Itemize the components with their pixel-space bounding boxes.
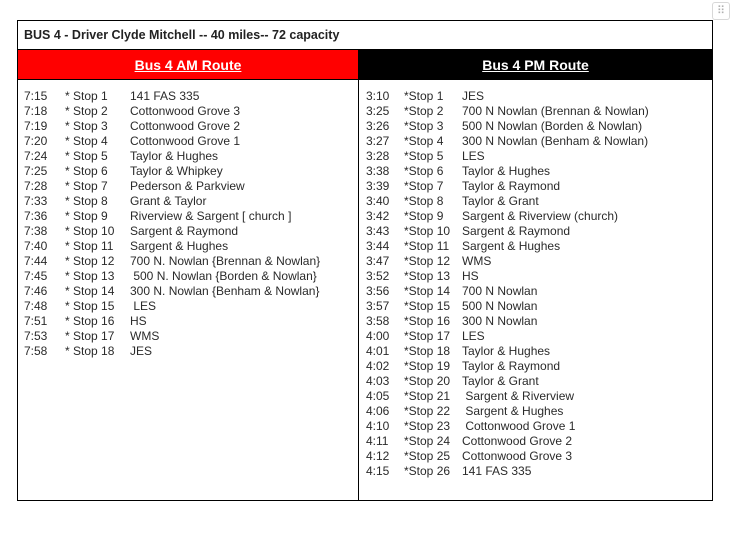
pm-stop-row <box>366 254 712 269</box>
stop-number: *Stop 17 <box>404 329 451 343</box>
stop-location: Sargent & Riverview (church) <box>462 209 619 223</box>
stop-number: *Stop 8 <box>404 194 444 208</box>
stop-location: JES <box>130 344 153 358</box>
stop-location: HS <box>462 269 479 283</box>
stop-time: 4:03 <box>366 374 390 388</box>
stop-time: 7:18 <box>24 104 48 118</box>
am-stop-row <box>24 209 358 224</box>
am-stop-row <box>24 194 358 209</box>
stop-location: Pederson & Parkview <box>130 179 245 193</box>
am-stop-row <box>24 314 358 329</box>
stop-number: *Stop 11 <box>404 239 450 253</box>
stop-number: * Stop 14 <box>65 284 115 298</box>
stop-location: Grant & Taylor <box>130 194 207 208</box>
am-stop-row <box>24 224 358 239</box>
stop-time: 7:45 <box>24 269 48 283</box>
route-header-row <box>18 50 712 80</box>
pm-stop-row <box>366 314 712 329</box>
stop-number: *Stop 12 <box>404 254 451 268</box>
stop-number: *Stop 24 <box>404 434 451 448</box>
stop-time: 7:51 <box>24 314 48 328</box>
pm-route-list <box>359 80 712 500</box>
stop-time: 7:20 <box>24 134 48 148</box>
stop-number: * Stop 11 <box>65 239 114 253</box>
stop-time: 7:48 <box>24 299 48 313</box>
pm-stop-row <box>366 344 712 359</box>
stop-number: * Stop 10 <box>65 224 115 238</box>
am-stop-row <box>24 164 358 179</box>
am-route-heading: Bus 4 AM Route <box>18 50 359 79</box>
stop-location: Taylor & Whipkey <box>130 164 223 178</box>
bus-route-table <box>17 20 713 501</box>
stop-location: Cottonwood Grove 1 <box>462 419 576 433</box>
stop-number: * Stop 15 <box>65 299 115 313</box>
am-stop-row <box>24 329 358 344</box>
stop-time: 3:57 <box>366 299 390 313</box>
stop-number: * Stop 6 <box>65 164 108 178</box>
stop-number: *Stop 25 <box>404 449 451 463</box>
pm-stop-row <box>366 149 712 164</box>
stop-number: *Stop 5 <box>404 149 444 163</box>
stop-location: WMS <box>130 329 160 343</box>
stop-number: *Stop 19 <box>404 359 451 373</box>
stop-number: * Stop 16 <box>65 314 115 328</box>
stop-location: Taylor & Raymond <box>462 179 561 193</box>
pm-stop-row <box>366 404 712 419</box>
stop-location: JES <box>462 89 485 103</box>
stop-location: 500 N. Nowlan {Borden & Nowlan} <box>130 269 317 283</box>
am-stop-row <box>24 104 358 119</box>
pm-stop-row <box>366 359 712 374</box>
stop-location: 500 N Nowlan <box>462 299 538 313</box>
stop-time: 7:28 <box>24 179 48 193</box>
stop-time: 3:44 <box>366 239 390 253</box>
stop-number: *Stop 9 <box>404 209 444 223</box>
stop-location: 300 N Nowlan (Benham & Nowlan) <box>462 134 649 148</box>
pm-stop-row <box>366 419 712 434</box>
stop-time: 7:36 <box>24 209 48 223</box>
stop-number: *Stop 20 <box>404 374 451 388</box>
stop-time: 7:33 <box>24 194 48 208</box>
am-stop-row <box>24 344 358 359</box>
stop-time: 3:40 <box>366 194 390 208</box>
stop-time: 3:26 <box>366 119 390 133</box>
stop-number: *Stop 7 <box>404 179 444 193</box>
stop-location: Taylor & Hughes <box>130 149 219 163</box>
stop-time: 7:58 <box>24 344 48 358</box>
pm-stop-row <box>366 179 712 194</box>
pm-stop-row <box>366 209 712 224</box>
am-stop-row <box>24 134 358 149</box>
pm-stop-row <box>366 374 712 389</box>
stop-number: *Stop 3 <box>404 119 444 133</box>
stop-time: 4:05 <box>366 389 390 403</box>
stop-location: 300 N. Nowlan {Benham & Nowlan} <box>130 284 320 298</box>
stop-location: LES <box>130 299 157 313</box>
stop-time: 7:40 <box>24 239 48 253</box>
pm-route-heading: Bus 4 PM Route <box>359 50 712 79</box>
stop-number: *Stop 6 <box>404 164 444 178</box>
stop-time: 4:00 <box>366 329 390 343</box>
stop-number: *Stop 13 <box>404 269 451 283</box>
pm-stop-row <box>366 299 712 314</box>
stop-number: * Stop 7 <box>65 179 108 193</box>
stop-location: 700 N Nowlan <box>462 284 538 298</box>
am-stop-row <box>24 254 358 269</box>
stop-number: * Stop 8 <box>65 194 108 208</box>
stop-number: * Stop 12 <box>65 254 115 268</box>
stop-location: HS <box>130 314 147 328</box>
drag-handle-icon[interactable]: ⠿ <box>712 2 730 20</box>
stop-location: WMS <box>462 254 492 268</box>
stop-location: 500 N Nowlan (Borden & Nowlan) <box>462 119 643 133</box>
stop-number: * Stop 9 <box>65 209 108 223</box>
stop-time: 4:10 <box>366 419 390 433</box>
stop-time: 7:53 <box>24 329 48 343</box>
stop-time: 3:56 <box>366 284 390 298</box>
pm-stop-row <box>366 449 712 464</box>
stop-location: LES <box>462 149 485 163</box>
stop-number: * Stop 4 <box>65 134 108 148</box>
stop-number: *Stop 26 <box>404 464 451 478</box>
pm-stop-row <box>366 164 712 179</box>
stop-location: 700 N. Nowlan {Brennan & Nowlan} <box>130 254 321 268</box>
stop-time: 3:10 <box>366 89 390 103</box>
pm-stop-row <box>366 464 712 479</box>
stop-number: *Stop 4 <box>404 134 444 148</box>
stop-number: *Stop 18 <box>404 344 451 358</box>
stop-number: *Stop 23 <box>404 419 451 433</box>
bus-title: BUS 4 - Driver Clyde Mitchell -- 40 miles-- 72 capacity <box>18 21 712 50</box>
stop-time: 7:25 <box>24 164 48 178</box>
pm-stop-row <box>366 119 712 134</box>
stop-location: Taylor & Hughes <box>462 164 551 178</box>
am-route-list <box>18 80 359 500</box>
stop-number: * Stop 18 <box>65 344 115 358</box>
stop-location: Sargent & Hughes <box>130 239 229 253</box>
stop-time: 7:15 <box>24 89 48 103</box>
pm-stop-row <box>366 134 712 149</box>
stop-location: 141 FAS 335 <box>130 89 200 103</box>
stop-number: *Stop 1 <box>404 89 444 103</box>
stop-time: 7:38 <box>24 224 48 238</box>
stop-number: * Stop 13 <box>65 269 115 283</box>
stop-time: 3:52 <box>366 269 390 283</box>
stop-location: 141 FAS 335 <box>462 464 532 478</box>
stop-time: 3:38 <box>366 164 390 178</box>
pm-stop-row <box>366 284 712 299</box>
stop-number: * Stop 17 <box>65 329 115 343</box>
stop-number: * Stop 5 <box>65 149 108 163</box>
stop-time: 4:12 <box>366 449 390 463</box>
am-stop-row <box>24 299 358 314</box>
stop-time: 3:47 <box>366 254 390 268</box>
stop-time: 7:46 <box>24 284 48 298</box>
stop-location: 300 N Nowlan <box>462 314 538 328</box>
stop-location: Cottonwood Grove 2 <box>130 119 241 133</box>
stop-time: 3:43 <box>366 224 390 238</box>
pm-stop-row <box>366 239 712 254</box>
stop-location: Taylor & Grant <box>462 194 539 208</box>
stop-number: * Stop 3 <box>65 119 108 133</box>
stop-time: 7:44 <box>24 254 48 268</box>
stop-location: Cottonwood Grove 2 <box>462 434 573 448</box>
stop-time: 3:28 <box>366 149 390 163</box>
stop-time: 7:19 <box>24 119 48 133</box>
am-stop-row <box>24 284 358 299</box>
stop-time: 4:15 <box>366 464 390 478</box>
pm-stop-row <box>366 329 712 344</box>
stop-time: 3:27 <box>366 134 390 148</box>
pm-stop-row <box>366 194 712 209</box>
pm-stop-row <box>366 389 712 404</box>
stop-time: 3:39 <box>366 179 390 193</box>
stop-time: 4:11 <box>366 434 389 448</box>
stop-location: Riverview & Sargent [ church ] <box>130 209 292 223</box>
stop-time: 3:42 <box>366 209 390 223</box>
stop-location: Taylor & Grant <box>462 374 539 388</box>
stop-location: Taylor & Hughes <box>462 344 551 358</box>
am-stop-row <box>24 239 358 254</box>
stop-time: 4:01 <box>366 344 390 358</box>
stop-location: Sargent & Raymond <box>130 224 239 238</box>
am-stop-row <box>24 179 358 194</box>
stop-time: 4:02 <box>366 359 390 373</box>
am-stop-row <box>24 119 358 134</box>
pm-stop-row <box>366 104 712 119</box>
stop-location: Cottonwood Grove 1 <box>130 134 241 148</box>
pm-stop-row <box>366 89 712 104</box>
stop-number: *Stop 2 <box>404 104 444 118</box>
stop-location: Sargent & Raymond <box>462 224 571 238</box>
am-stop-row <box>24 89 358 104</box>
stop-number: *Stop 16 <box>404 314 451 328</box>
stop-number: * Stop 1 <box>65 89 108 103</box>
pm-stop-row <box>366 434 712 449</box>
stop-number: * Stop 2 <box>65 104 108 118</box>
stop-location: LES <box>462 329 485 343</box>
stop-location: Taylor & Raymond <box>462 359 561 373</box>
pm-stop-row <box>366 224 712 239</box>
stop-location: Sargent & Hughes <box>462 404 564 418</box>
stop-number: *Stop 21 <box>404 389 451 403</box>
stop-location: 700 N Nowlan (Brennan & Nowlan) <box>462 104 649 118</box>
stop-location: Cottonwood Grove 3 <box>130 104 241 118</box>
stop-time: 4:06 <box>366 404 390 418</box>
pm-stop-row <box>366 269 712 284</box>
route-body <box>18 80 712 500</box>
stop-location: Cottonwood Grove 3 <box>462 449 573 463</box>
am-stop-row <box>24 149 358 164</box>
am-stop-row <box>24 269 358 284</box>
stop-number: *Stop 14 <box>404 284 451 298</box>
stop-number: *Stop 22 <box>404 404 451 418</box>
stop-number: *Stop 10 <box>404 224 451 238</box>
stop-number: *Stop 15 <box>404 299 451 313</box>
stop-time: 7:24 <box>24 149 48 163</box>
stop-time: 3:58 <box>366 314 390 328</box>
stop-location: Sargent & Riverview <box>462 389 575 403</box>
stop-location: Sargent & Hughes <box>462 239 561 253</box>
stop-time: 3:25 <box>366 104 390 118</box>
